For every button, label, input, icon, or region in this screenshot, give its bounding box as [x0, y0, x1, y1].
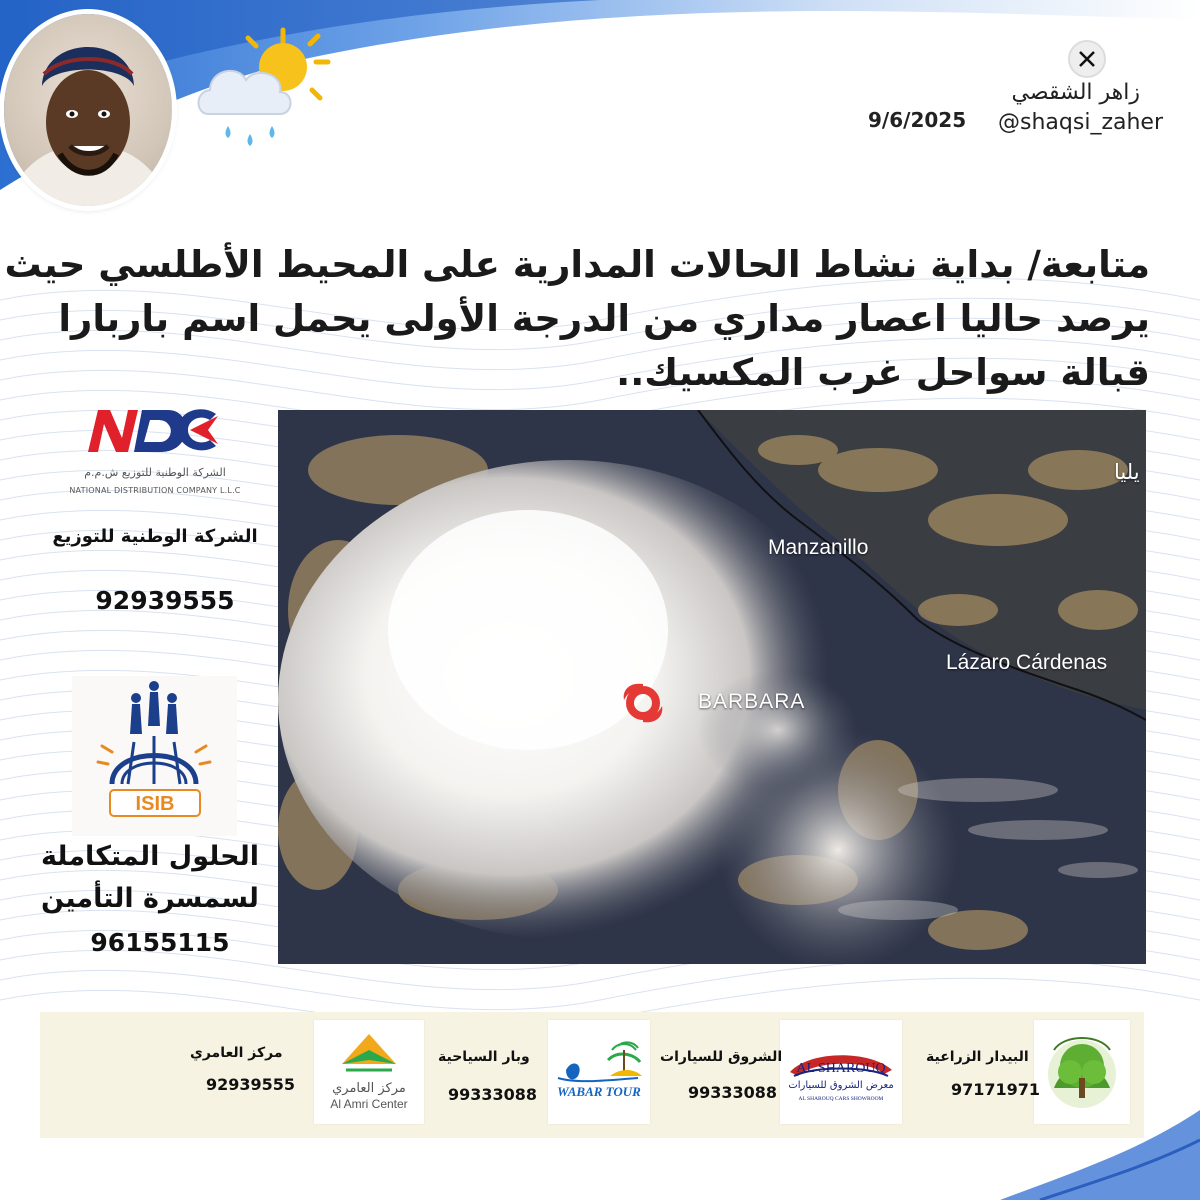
isib-title: [20, 836, 280, 920]
ndc-phone[interactable]: 92939555: [95, 586, 235, 615]
city-label-lazaro-cardenas: Lázaro Cárdenas: [946, 651, 1108, 674]
author-handle[interactable]: @shaqsi_zaher: [998, 110, 1163, 135]
sponsor-alamri-phone[interactable]: 92939555: [206, 1075, 296, 1094]
satellite-image: [278, 410, 1146, 964]
city-label-manzanillo: Manzanillo: [768, 536, 869, 559]
alsharouq-logo-en: AL SHAROUQ: [796, 1061, 886, 1076]
sponsor-alamri-name: مركز العامري: [190, 1045, 283, 1061]
sponsor-albidar-name: البيدار الزراعية: [926, 1049, 1029, 1065]
al-amri-center-logo: [314, 1020, 424, 1124]
alsharouq-logo: [780, 1020, 902, 1124]
wabar-logo-text: WABAR TOUR: [557, 1084, 641, 1099]
albidar-logo: [1034, 1020, 1130, 1124]
author-avatar: [4, 14, 172, 206]
sponsor-alsharouq-phone[interactable]: 99333088: [688, 1083, 778, 1102]
alsharouq-logo-sub: AL SHAROUQ CARS SHOWROOM: [798, 1096, 884, 1102]
isib-phone[interactable]: 96155115: [90, 928, 230, 957]
isib-logo: [72, 676, 237, 836]
hurricane-symbol-icon: [620, 680, 666, 726]
al-amri-logo-ar: مركز العامري: [332, 1081, 406, 1096]
author-name: زاهر الشقصي: [1011, 80, 1140, 105]
wabar-tour-logo: [548, 1020, 650, 1124]
weather-sun-cloud-rain-icon: [188, 22, 338, 152]
sponsor-wabar-name: وبار السياحية: [438, 1049, 530, 1065]
ndc-english-name: NATIONAL DISTRIBUTION COMPANY L.L.C: [69, 486, 241, 495]
sponsor-alsharouq-name: الشروق للسيارات: [660, 1049, 783, 1065]
isib-title-line-1: الحلول المتكاملة: [40, 841, 260, 872]
city-label-partial: يليا: [1114, 460, 1140, 484]
post-date: 9/6/2025: [868, 108, 967, 132]
headline-line-1: متابعة/ بداية نشاط الحالات المدارية على المحيط الأطلسي حيث: [4, 243, 1150, 286]
isib-title-line-2: لسمسرة التأمين: [41, 883, 259, 914]
alsharouq-logo-ar: معرض الشروق للسيارات: [788, 1080, 894, 1091]
sponsor-wabar-phone[interactable]: 99333088: [448, 1085, 538, 1104]
storm-name-label: BARBARA: [698, 690, 806, 713]
ndc-title: الشركة الوطنية للتوزيع: [52, 526, 258, 547]
isib-logo-text: ISIB: [135, 793, 175, 815]
x-logo-icon[interactable]: [1068, 40, 1106, 78]
headline-line-2: يرصد حاليا اعصار مداري من الدرجة الأولى يحمل اسم باربارا: [58, 297, 1150, 340]
ndc-arabic-name: الشركة الوطنية للتوزيع ش.م.م: [84, 466, 226, 479]
sponsor-albidar-phone[interactable]: 97171971: [951, 1080, 1041, 1099]
ndc-logo: [82, 400, 222, 460]
headline: [4, 238, 1150, 400]
al-amri-logo-en: Al Amri Center: [330, 1097, 408, 1111]
headline-line-3: قبالة سواحل غرب المكسيك..: [616, 351, 1150, 394]
